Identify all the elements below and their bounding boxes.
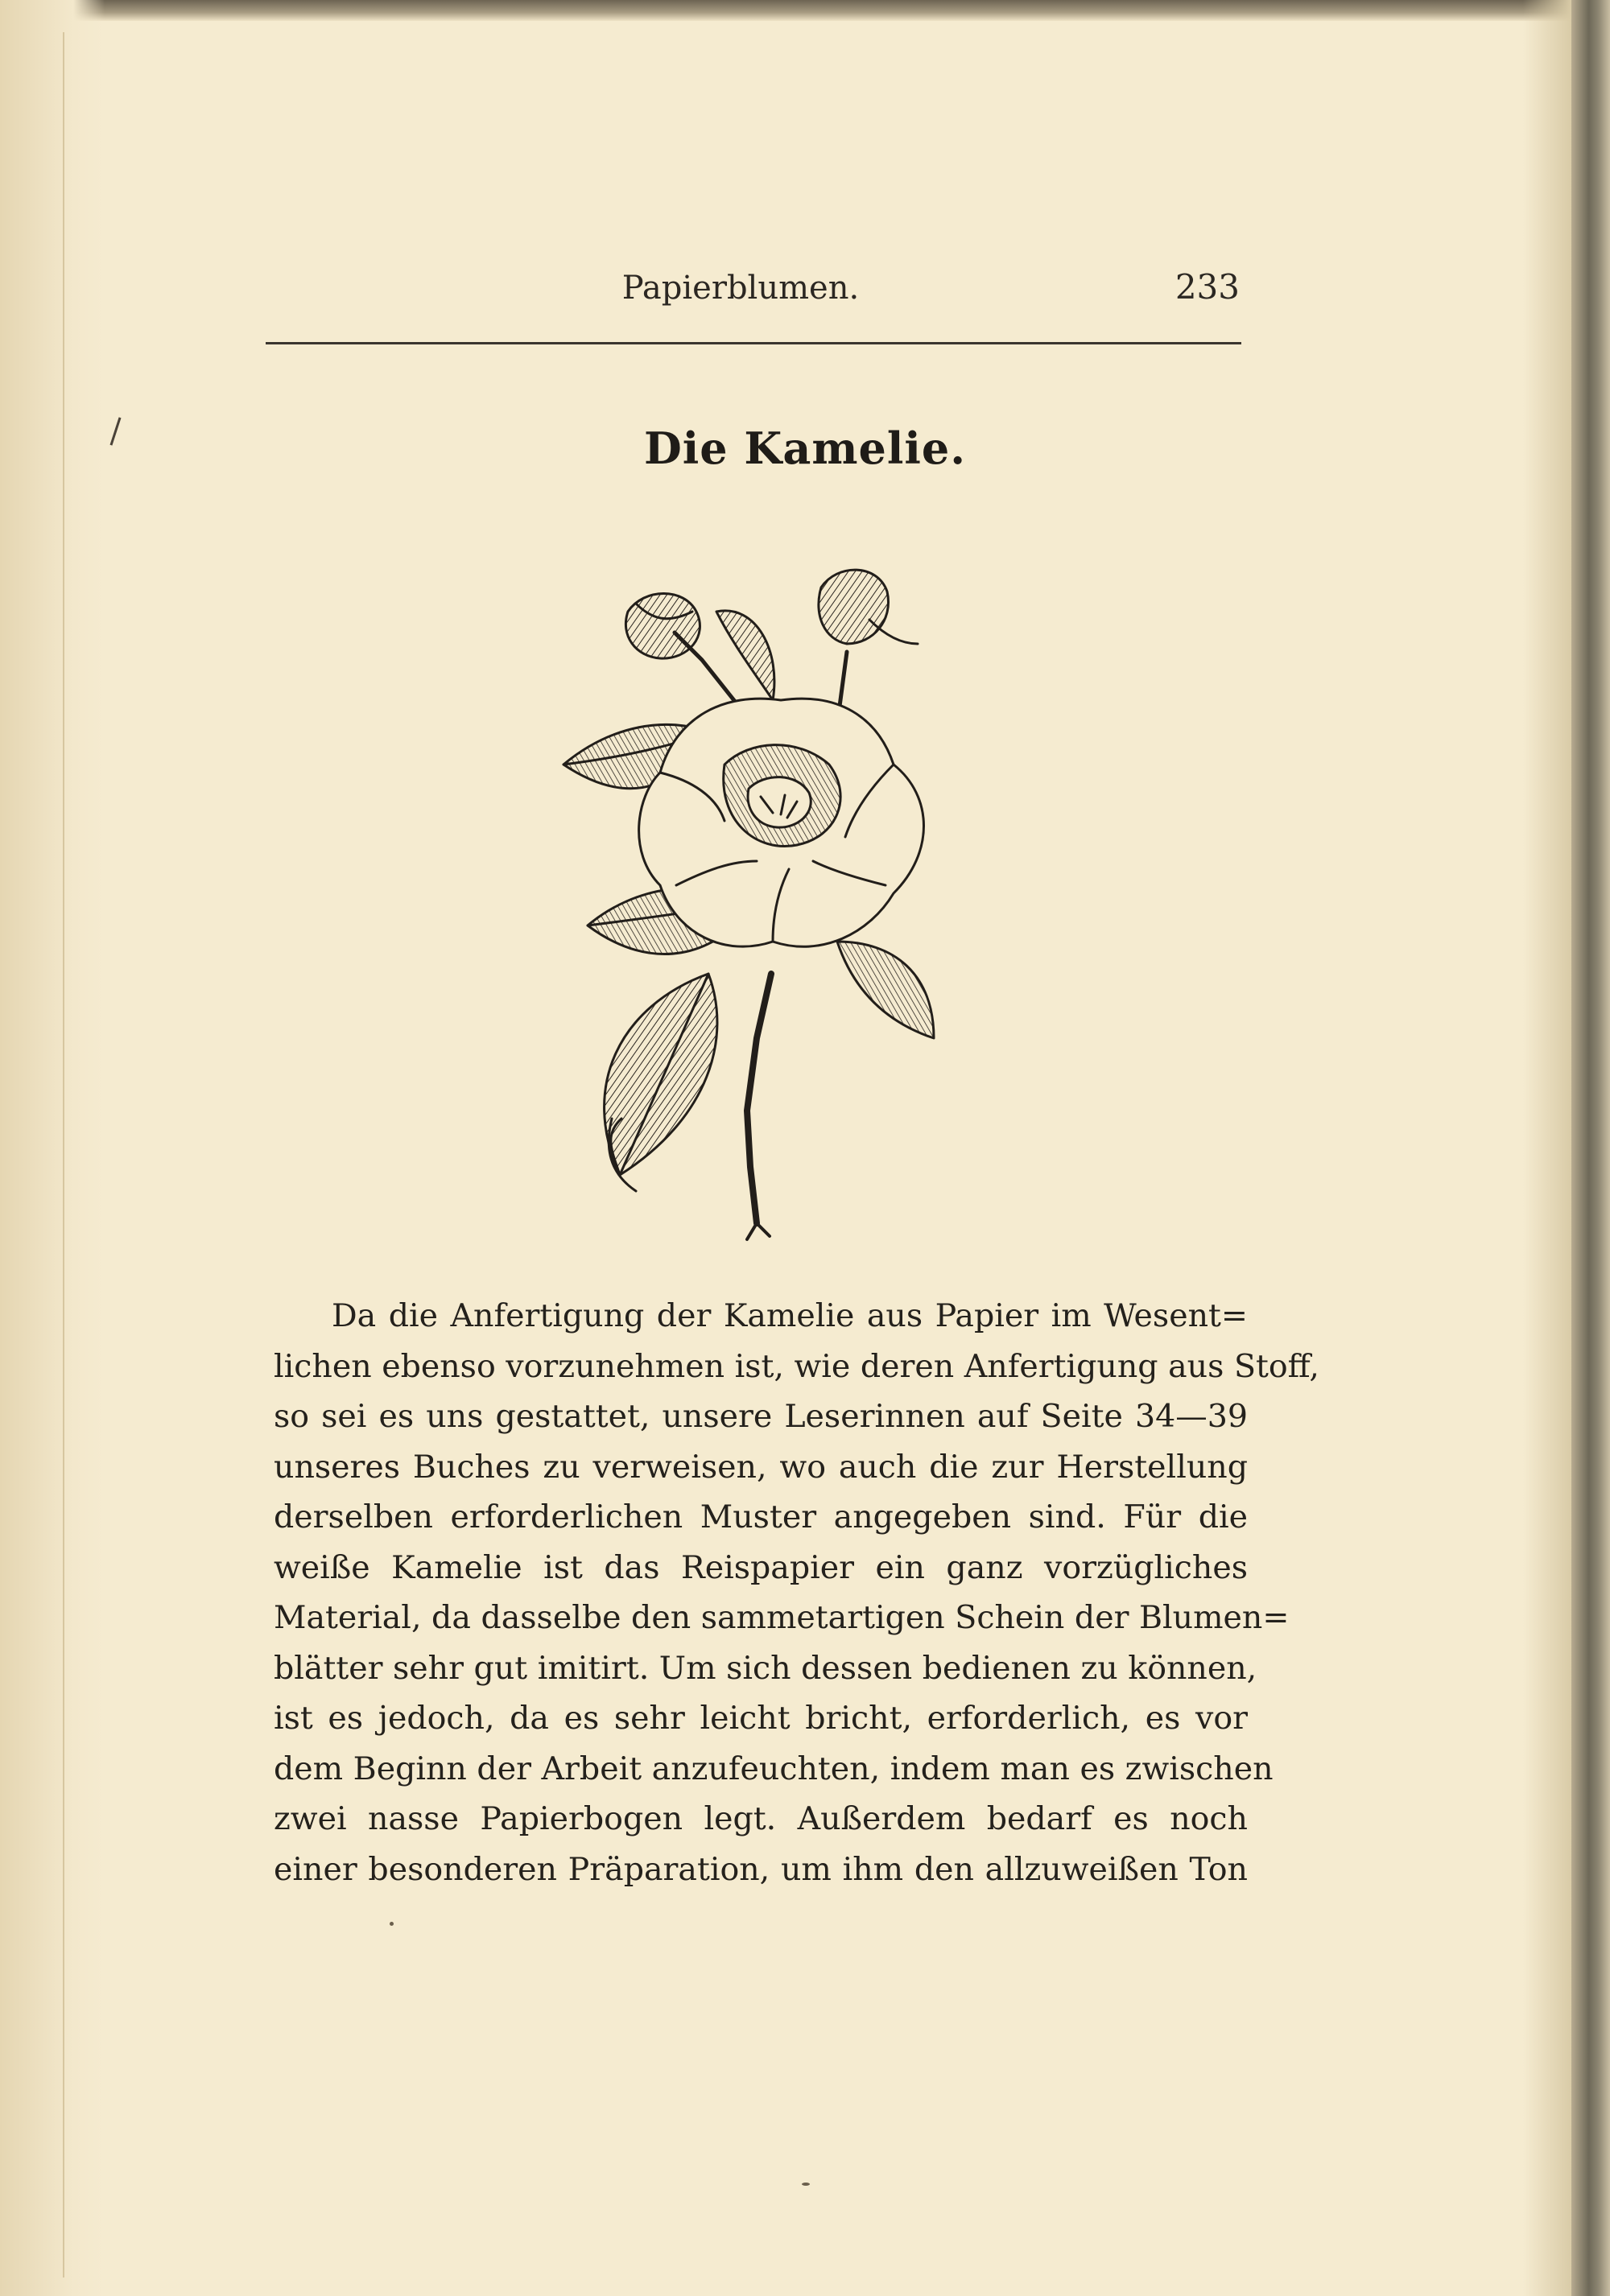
page-number: 233 <box>1174 267 1240 307</box>
chapter-title: Die Kamelie. <box>643 423 967 474</box>
pencil-mark <box>110 417 122 445</box>
page-gutter <box>0 0 105 2296</box>
body-line: ist es jedoch, da es sehr leicht bricht, erforderlich, es vor <box>274 1700 1248 1737</box>
body-line: dem Beginn der Arbeit anzufeuchten, indem man es zwischen <box>274 1750 1274 1787</box>
body-line: blätter sehr gut imitirt. Um sich dessen bedienen zu können, <box>274 1649 1257 1687</box>
body-line: Material, da dasselbe den sammetartigen Schein der Blumen= <box>274 1599 1290 1636</box>
body-line: derselben erforderlichen Muster angegeben sind. Für die <box>274 1498 1248 1535</box>
page-top-edge <box>0 0 1578 21</box>
body-line: einer besonderen Präparation, um ihm den allzuweißen Ton <box>274 1850 1248 1888</box>
body-line: unseres Buches zu verweisen, wo auch die zur Herstellung <box>274 1448 1248 1486</box>
running-title: Papierblumen. <box>621 270 860 307</box>
header-rule <box>266 342 1241 344</box>
body-line: lichen ebenso vorzunehmen ist, wie deren Anfertigung aus Stoff, <box>274 1347 1319 1385</box>
book-cover-edge <box>1571 0 1610 2296</box>
gutter-crease <box>63 32 64 2277</box>
body-line: so sei es uns gestattet, unsere Leserinnen auf Seite 34—39 <box>274 1398 1248 1435</box>
camellia-engraving-icon <box>515 555 1014 1247</box>
paper-speck <box>802 2183 810 2186</box>
body-line: Da die Anfertigung der Kamelie aus Papier im Wesent= <box>332 1297 1248 1334</box>
body-line: zwei nasse Papierbogen legt. Außerdem bedarf es noch <box>274 1800 1248 1837</box>
body-text <box>274 1291 1319 1894</box>
page-edge-shadow <box>1523 0 1571 2296</box>
body-line: weiße Kamelie ist das Reispapier ein ganz vorzügliches <box>274 1548 1248 1586</box>
paper-speck <box>390 1922 394 1926</box>
